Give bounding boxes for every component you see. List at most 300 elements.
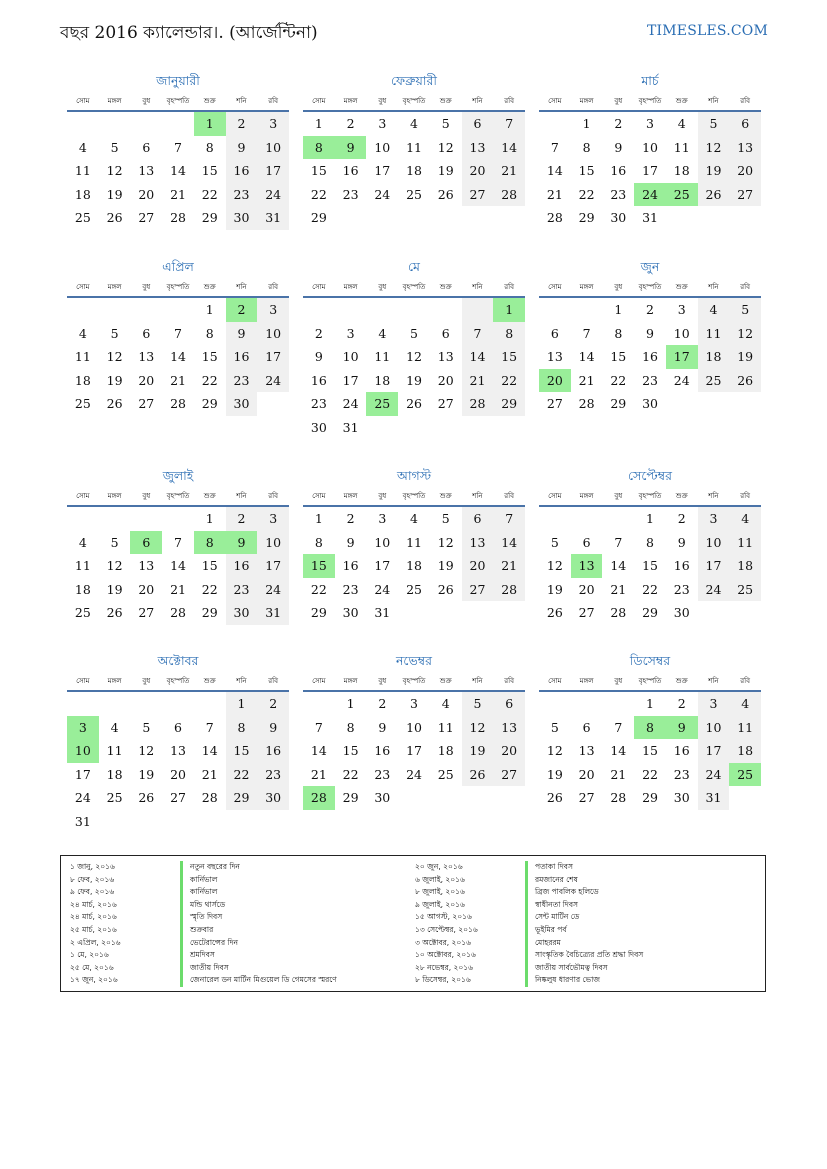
empty-day-cell <box>430 206 462 230</box>
day-cell: 4 <box>110 719 119 735</box>
holiday-day-cell: 25 <box>366 392 398 416</box>
day-cell: 26 <box>546 605 563 620</box>
holiday-day-cell: 9 <box>666 716 698 740</box>
holiday-day-cell: 20 <box>539 369 571 393</box>
day-cell: 18 <box>729 739 761 763</box>
weekday-label: শনি <box>472 677 483 685</box>
day-cell: 8 <box>582 139 591 155</box>
holiday-name: ভেটেরান্সের দিন <box>180 937 238 950</box>
day-cell: 1 <box>314 116 323 131</box>
week-row <box>303 369 525 393</box>
holiday-name: জাতীয় দিবস <box>180 962 229 975</box>
day-cell: 23 <box>310 396 327 411</box>
day-cell: 23 <box>642 372 658 388</box>
day-cell: 24 <box>406 766 422 782</box>
day-cell: 29 <box>493 392 525 416</box>
day-cell: 12 <box>106 558 123 573</box>
site-name[interactable]: TIMESLES.COM <box>647 23 768 39</box>
empty-day-cell <box>430 786 462 810</box>
weekday-label: মঙ্গল <box>579 492 594 500</box>
day-cell: 10 <box>642 139 658 155</box>
day-cell: 25 <box>106 790 123 805</box>
month-name: সেপ্টেম্বর <box>628 468 672 483</box>
empty-day-cell <box>194 810 226 834</box>
day-cell: 10 <box>257 531 289 555</box>
day-cell: 1 <box>314 511 323 526</box>
holiday-date: ৮ ডিসেম্বর, ২০১৬ <box>415 975 471 985</box>
week-row <box>67 322 289 346</box>
day-cell: 17 <box>642 163 658 178</box>
day-cell: 3 <box>257 112 289 136</box>
holiday-day-cell: 9 <box>226 531 258 555</box>
empty-day-cell <box>303 298 335 322</box>
empty-day-cell <box>366 416 398 440</box>
empty-day-cell <box>430 416 462 440</box>
weekday-label: বুধ <box>142 97 151 105</box>
empty-day-cell <box>493 601 525 625</box>
day-cell: 3 <box>346 325 355 341</box>
day-cell: 19 <box>138 766 155 782</box>
holiday-day-cell: 3 <box>67 716 99 740</box>
day-cell: 17 <box>374 558 391 573</box>
empty-day-cell <box>462 298 494 322</box>
day-cell: 31 <box>342 419 359 435</box>
holiday-day-cell: 13 <box>571 554 603 578</box>
day-cell: 18 <box>673 163 690 178</box>
day-cell: 2 <box>346 116 355 131</box>
holiday-row <box>406 861 643 874</box>
holiday-row <box>406 937 643 950</box>
day-cell: 25 <box>74 605 91 620</box>
day-cell: 14 <box>578 349 595 364</box>
holiday-name: ভূইমির পর্ব <box>525 924 567 937</box>
day-cell: 12 <box>106 349 123 364</box>
week-row <box>303 322 525 346</box>
day-cell: 11 <box>374 349 391 364</box>
day-cell: 6 <box>142 325 151 341</box>
day-cell: 5 <box>441 511 450 526</box>
month-block <box>539 72 761 230</box>
empty-day-cell <box>398 298 430 322</box>
day-cell: 18 <box>74 186 91 202</box>
weekday-label: রবি <box>740 677 751 685</box>
day-cell: 21 <box>578 372 595 388</box>
day-cell: 16 <box>673 743 690 758</box>
empty-day-cell <box>130 112 162 136</box>
day-cell: 22 <box>642 581 658 597</box>
day-cell: 14 <box>170 349 186 364</box>
empty-day-cell <box>493 206 525 230</box>
week-row <box>303 416 525 440</box>
day-cell: 12 <box>462 716 494 740</box>
day-cell: 2 <box>257 692 289 716</box>
day-cell: 3 <box>698 692 730 716</box>
day-cell: 1 <box>226 692 258 716</box>
day-cell: 13 <box>138 349 155 364</box>
weekday-label: সোম <box>312 97 326 105</box>
day-cell: 21 <box>610 581 627 597</box>
weekday-label: সোম <box>548 677 562 685</box>
weekday-label: রবি <box>504 283 515 291</box>
month-block <box>67 467 289 625</box>
day-cell: 24 <box>342 396 359 411</box>
holiday-date: ২০ জুন, ২০১৬ <box>415 862 463 871</box>
holiday-name: মোহররম <box>525 937 561 950</box>
day-cell: 4 <box>78 534 87 550</box>
weekday-header <box>67 90 289 112</box>
holiday-row <box>61 886 337 899</box>
day-cell: 5 <box>441 116 450 131</box>
weekday-label: সোম <box>548 97 562 105</box>
empty-day-cell <box>130 810 162 834</box>
week-row <box>539 183 761 207</box>
day-cell: 14 <box>546 163 563 178</box>
day-cell: 30 <box>673 605 690 620</box>
month-name: মার্চ <box>641 73 659 88</box>
day-cell: 24 <box>257 183 289 207</box>
weekday-label: সোম <box>548 492 562 500</box>
day-cell: 16 <box>226 159 258 183</box>
day-cell: 3 <box>378 116 387 131</box>
empty-day-cell <box>162 298 194 322</box>
day-cell: 18 <box>74 372 91 388</box>
holiday-row <box>61 861 337 874</box>
day-cell: 5 <box>110 325 119 341</box>
day-cell: 23 <box>673 766 690 782</box>
day-cell: 15 <box>610 349 627 364</box>
holiday-day-cell: 15 <box>303 554 335 578</box>
weekday-label: শুক্র <box>203 492 216 500</box>
holiday-name: ব্রিজ পাবলিক হলিডে <box>525 886 599 899</box>
day-cell: 11 <box>729 531 761 555</box>
week-row <box>539 392 761 416</box>
day-cell: 15 <box>201 163 218 178</box>
day-cell: 15 <box>201 349 218 364</box>
weekday-header <box>303 485 525 507</box>
weekday-label: শনি <box>236 492 247 500</box>
day-cell: 5 <box>462 692 494 716</box>
week-row <box>67 159 289 183</box>
day-cell: 23 <box>226 183 258 207</box>
day-cell: 25 <box>406 186 422 202</box>
day-cell: 5 <box>550 534 559 550</box>
day-cell: 15 <box>201 558 218 573</box>
holiday-name: পতাকা দিবস <box>525 861 573 874</box>
day-cell: 27 <box>437 396 454 411</box>
empty-day-cell <box>729 786 761 810</box>
empty-day-cell <box>539 507 571 531</box>
holiday-row <box>406 886 643 899</box>
week-row <box>67 763 289 787</box>
week-row <box>303 183 525 207</box>
day-cell: 19 <box>106 581 123 597</box>
day-cell: 16 <box>610 163 627 178</box>
empty-day-cell <box>335 206 367 230</box>
day-cell: 20 <box>493 739 525 763</box>
weekday-header <box>303 670 525 692</box>
week-row <box>67 183 289 207</box>
day-cell: 6 <box>174 719 182 735</box>
week-row <box>539 298 761 322</box>
day-cell: 14 <box>493 136 525 160</box>
weekday-label: মঙ্গল <box>343 677 358 685</box>
holiday-name: সেন্ট মার্টিন ডে <box>525 911 579 924</box>
weekday-header <box>67 670 289 692</box>
holiday-name: স্মৃতি দিবস <box>180 911 222 924</box>
holiday-date: ৯ জুলাই, ২০১৬ <box>415 899 465 909</box>
day-cell: 1 <box>614 302 623 317</box>
day-cell: 7 <box>174 139 182 155</box>
day-cell: 5 <box>729 298 761 322</box>
day-cell: 3 <box>257 298 289 322</box>
day-cell: 27 <box>170 790 186 805</box>
weekday-header <box>303 276 525 298</box>
day-cell: 8 <box>205 325 214 341</box>
day-cell: 28 <box>493 578 525 602</box>
week-row <box>67 206 289 230</box>
weekday-label: শুক্র <box>203 97 216 105</box>
holiday-date: ২৪ মার্চ, ২০১৬ <box>70 912 117 922</box>
week-row <box>539 507 761 531</box>
empty-day-cell <box>398 601 430 625</box>
weekday-label: শুক্র <box>675 677 688 685</box>
weekday-label: বুধ <box>142 492 151 500</box>
day-cell: 8 <box>493 322 525 346</box>
weekday-label: শনি <box>472 97 483 105</box>
day-cell: 19 <box>437 163 454 178</box>
empty-day-cell <box>666 206 698 230</box>
day-cell: 23 <box>257 763 289 787</box>
weekday-label: মঙ্গল <box>107 492 122 500</box>
holiday-date: ৩ অক্টোবর, ২০১৬ <box>415 937 472 947</box>
day-cell: 8 <box>614 325 623 341</box>
day-cell: 11 <box>698 322 730 346</box>
day-cell: 4 <box>378 325 387 341</box>
day-cell: 12 <box>106 163 123 178</box>
day-cell: 1 <box>646 511 654 526</box>
holiday-date: ৮ জুলাই, ২০১৬ <box>415 887 465 897</box>
day-cell: 29 <box>201 605 218 620</box>
week-row <box>539 554 761 578</box>
holiday-day-cell: 2 <box>226 298 258 322</box>
day-cell: 26 <box>406 396 422 411</box>
day-cell: 25 <box>74 396 91 411</box>
holiday-name: স্বাধীনতা দিবস <box>525 899 578 912</box>
day-cell: 13 <box>437 349 454 364</box>
day-cell: 2 <box>346 511 355 526</box>
weekday-label: বুধ <box>614 283 623 291</box>
weekday-label: মঙ্গল <box>107 677 122 685</box>
week-row <box>67 298 289 322</box>
month-name: আগস্ট <box>396 468 432 483</box>
day-cell: 15 <box>493 345 525 369</box>
weekday-label: বৃহস্পতি <box>402 283 426 291</box>
day-cell: 13 <box>578 743 595 758</box>
day-cell: 8 <box>226 716 258 740</box>
weekday-label: শনি <box>236 283 247 291</box>
holiday-date: ২৫ মে, ২০১৬ <box>70 962 114 972</box>
weekday-label: শুক্র <box>203 283 216 291</box>
day-cell: 23 <box>342 186 359 202</box>
day-cell: 28 <box>201 790 218 805</box>
empty-day-cell <box>462 786 494 810</box>
day-cell: 22 <box>201 372 218 388</box>
day-cell: 26 <box>462 763 494 787</box>
day-cell: 11 <box>74 558 91 573</box>
holiday-day-cell: 25 <box>729 763 761 787</box>
day-cell: 29 <box>642 790 658 805</box>
day-cell: 17 <box>698 739 730 763</box>
weekday-label: বৃহস্পতি <box>638 97 662 105</box>
day-cell: 30 <box>610 210 627 225</box>
holiday-row <box>61 974 337 987</box>
day-cell: 27 <box>462 578 494 602</box>
day-cell: 15 <box>342 743 359 758</box>
day-cell: 19 <box>462 739 494 763</box>
weekday-label: শনি <box>708 283 719 291</box>
day-cell: 11 <box>74 349 91 364</box>
holiday-row <box>61 899 337 912</box>
day-cell: 6 <box>462 507 494 531</box>
day-cell: 4 <box>677 116 686 131</box>
empty-day-cell <box>539 692 571 716</box>
day-cell: 31 <box>257 601 289 625</box>
day-cell: 2 <box>378 696 387 711</box>
weekday-label: শনি <box>236 97 247 105</box>
week-row <box>303 112 525 136</box>
weekday-header <box>539 276 761 298</box>
day-cell: 11 <box>74 163 91 178</box>
day-cell: 10 <box>374 139 391 155</box>
holiday-row <box>406 874 643 887</box>
day-cell: 17 <box>342 372 359 388</box>
empty-day-cell <box>130 507 162 531</box>
day-cell: 30 <box>642 396 658 411</box>
day-cell: 22 <box>610 372 627 388</box>
day-cell: 9 <box>646 325 654 341</box>
weekday-label: রবি <box>268 283 279 291</box>
day-cell: 16 <box>342 163 359 178</box>
empty-day-cell <box>462 416 494 440</box>
day-cell: 23 <box>374 766 391 782</box>
day-cell: 22 <box>342 766 359 782</box>
day-cell: 2 <box>226 112 258 136</box>
weekday-label: শনি <box>708 677 719 685</box>
holiday-column-right <box>406 861 643 987</box>
week-row <box>303 206 525 230</box>
day-cell: 16 <box>226 345 258 369</box>
weekday-label: শনি <box>472 283 483 291</box>
holiday-row <box>406 899 643 912</box>
day-cell: 14 <box>610 743 627 758</box>
holiday-row <box>61 874 337 887</box>
month-name: ডিসেম্বর <box>629 653 671 668</box>
week-row <box>303 345 525 369</box>
day-cell: 15 <box>226 739 258 763</box>
day-cell: 11 <box>673 139 690 155</box>
empty-day-cell <box>67 507 99 531</box>
day-cell: 22 <box>226 763 258 787</box>
day-cell: 7 <box>614 534 623 550</box>
week-row <box>67 112 289 136</box>
holiday-day-cell: 8 <box>303 136 335 160</box>
week-row <box>539 136 761 160</box>
week-row <box>67 507 289 531</box>
weekday-label: বুধ <box>142 677 151 685</box>
day-cell: 1 <box>346 696 355 711</box>
holiday-column-left <box>61 861 337 987</box>
day-cell: 18 <box>74 581 91 597</box>
day-cell: 18 <box>406 163 422 178</box>
day-cell: 19 <box>698 159 730 183</box>
holiday-day-cell: 8 <box>634 716 666 740</box>
weekday-label: শুক্র <box>675 492 688 500</box>
day-cell: 21 <box>170 186 186 202</box>
day-cell: 1 <box>582 116 591 131</box>
month-name: জুন <box>640 259 660 274</box>
day-cell: 20 <box>437 372 454 388</box>
day-cell: 5 <box>410 325 418 341</box>
day-cell: 9 <box>226 322 258 346</box>
day-cell: 2 <box>614 116 623 131</box>
holiday-row <box>61 924 337 937</box>
day-cell: 30 <box>310 419 327 435</box>
week-row <box>303 531 525 555</box>
holiday-name: শ্রমদিবস <box>180 949 215 962</box>
empty-day-cell <box>666 392 698 416</box>
holiday-date: ২৫ মার্চ, ২০১৬ <box>70 924 117 934</box>
day-cell: 21 <box>610 766 627 782</box>
day-cell: 12 <box>546 558 563 573</box>
holiday-date: ২৮ নভেম্বর, ২০১৬ <box>415 962 474 972</box>
holiday-date: ১৩ সেপ্টেম্বর, ২০১৬ <box>415 924 478 934</box>
weekday-label: শুক্র <box>675 283 688 291</box>
day-cell: 22 <box>578 186 595 202</box>
day-cell: 10 <box>257 322 289 346</box>
day-cell: 23 <box>673 581 690 597</box>
week-row <box>539 601 761 625</box>
holiday-name: সাংস্কৃতিক বৈচিত্র্যের প্রতি শ্রদ্ধা দিবস <box>525 949 643 962</box>
day-cell: 21 <box>493 159 525 183</box>
day-cell: 8 <box>646 534 654 550</box>
weekday-label: বৃহস্পতি <box>638 677 662 685</box>
holiday-date: ২ এপ্রিল, ২০১৬ <box>70 937 121 947</box>
empty-day-cell <box>729 601 761 625</box>
holiday-name: জাতীয় সার্বভৌমত্ব দিবস <box>525 962 608 975</box>
weekday-header <box>67 485 289 507</box>
empty-day-cell <box>698 206 730 230</box>
holiday-row <box>406 924 643 937</box>
month-block <box>303 652 525 810</box>
week-row <box>539 369 761 393</box>
holiday-date: ১০ অক্টোবর, ২০১৬ <box>415 950 476 960</box>
holiday-day-cell: 6 <box>130 531 162 555</box>
weekday-label: মঙ্গল <box>579 283 594 291</box>
day-cell: 12 <box>138 743 155 758</box>
day-cell: 28 <box>462 392 494 416</box>
month-name: এপ্রিল <box>162 259 194 274</box>
month-block <box>67 258 289 416</box>
day-cell: 24 <box>257 369 289 393</box>
day-cell: 28 <box>546 210 563 225</box>
day-cell: 7 <box>174 534 182 550</box>
day-cell: 1 <box>205 302 214 317</box>
day-cell: 29 <box>226 786 258 810</box>
day-cell: 13 <box>138 558 155 573</box>
day-cell: 12 <box>437 139 454 155</box>
day-cell: 10 <box>698 716 730 740</box>
day-cell: 21 <box>201 766 218 782</box>
